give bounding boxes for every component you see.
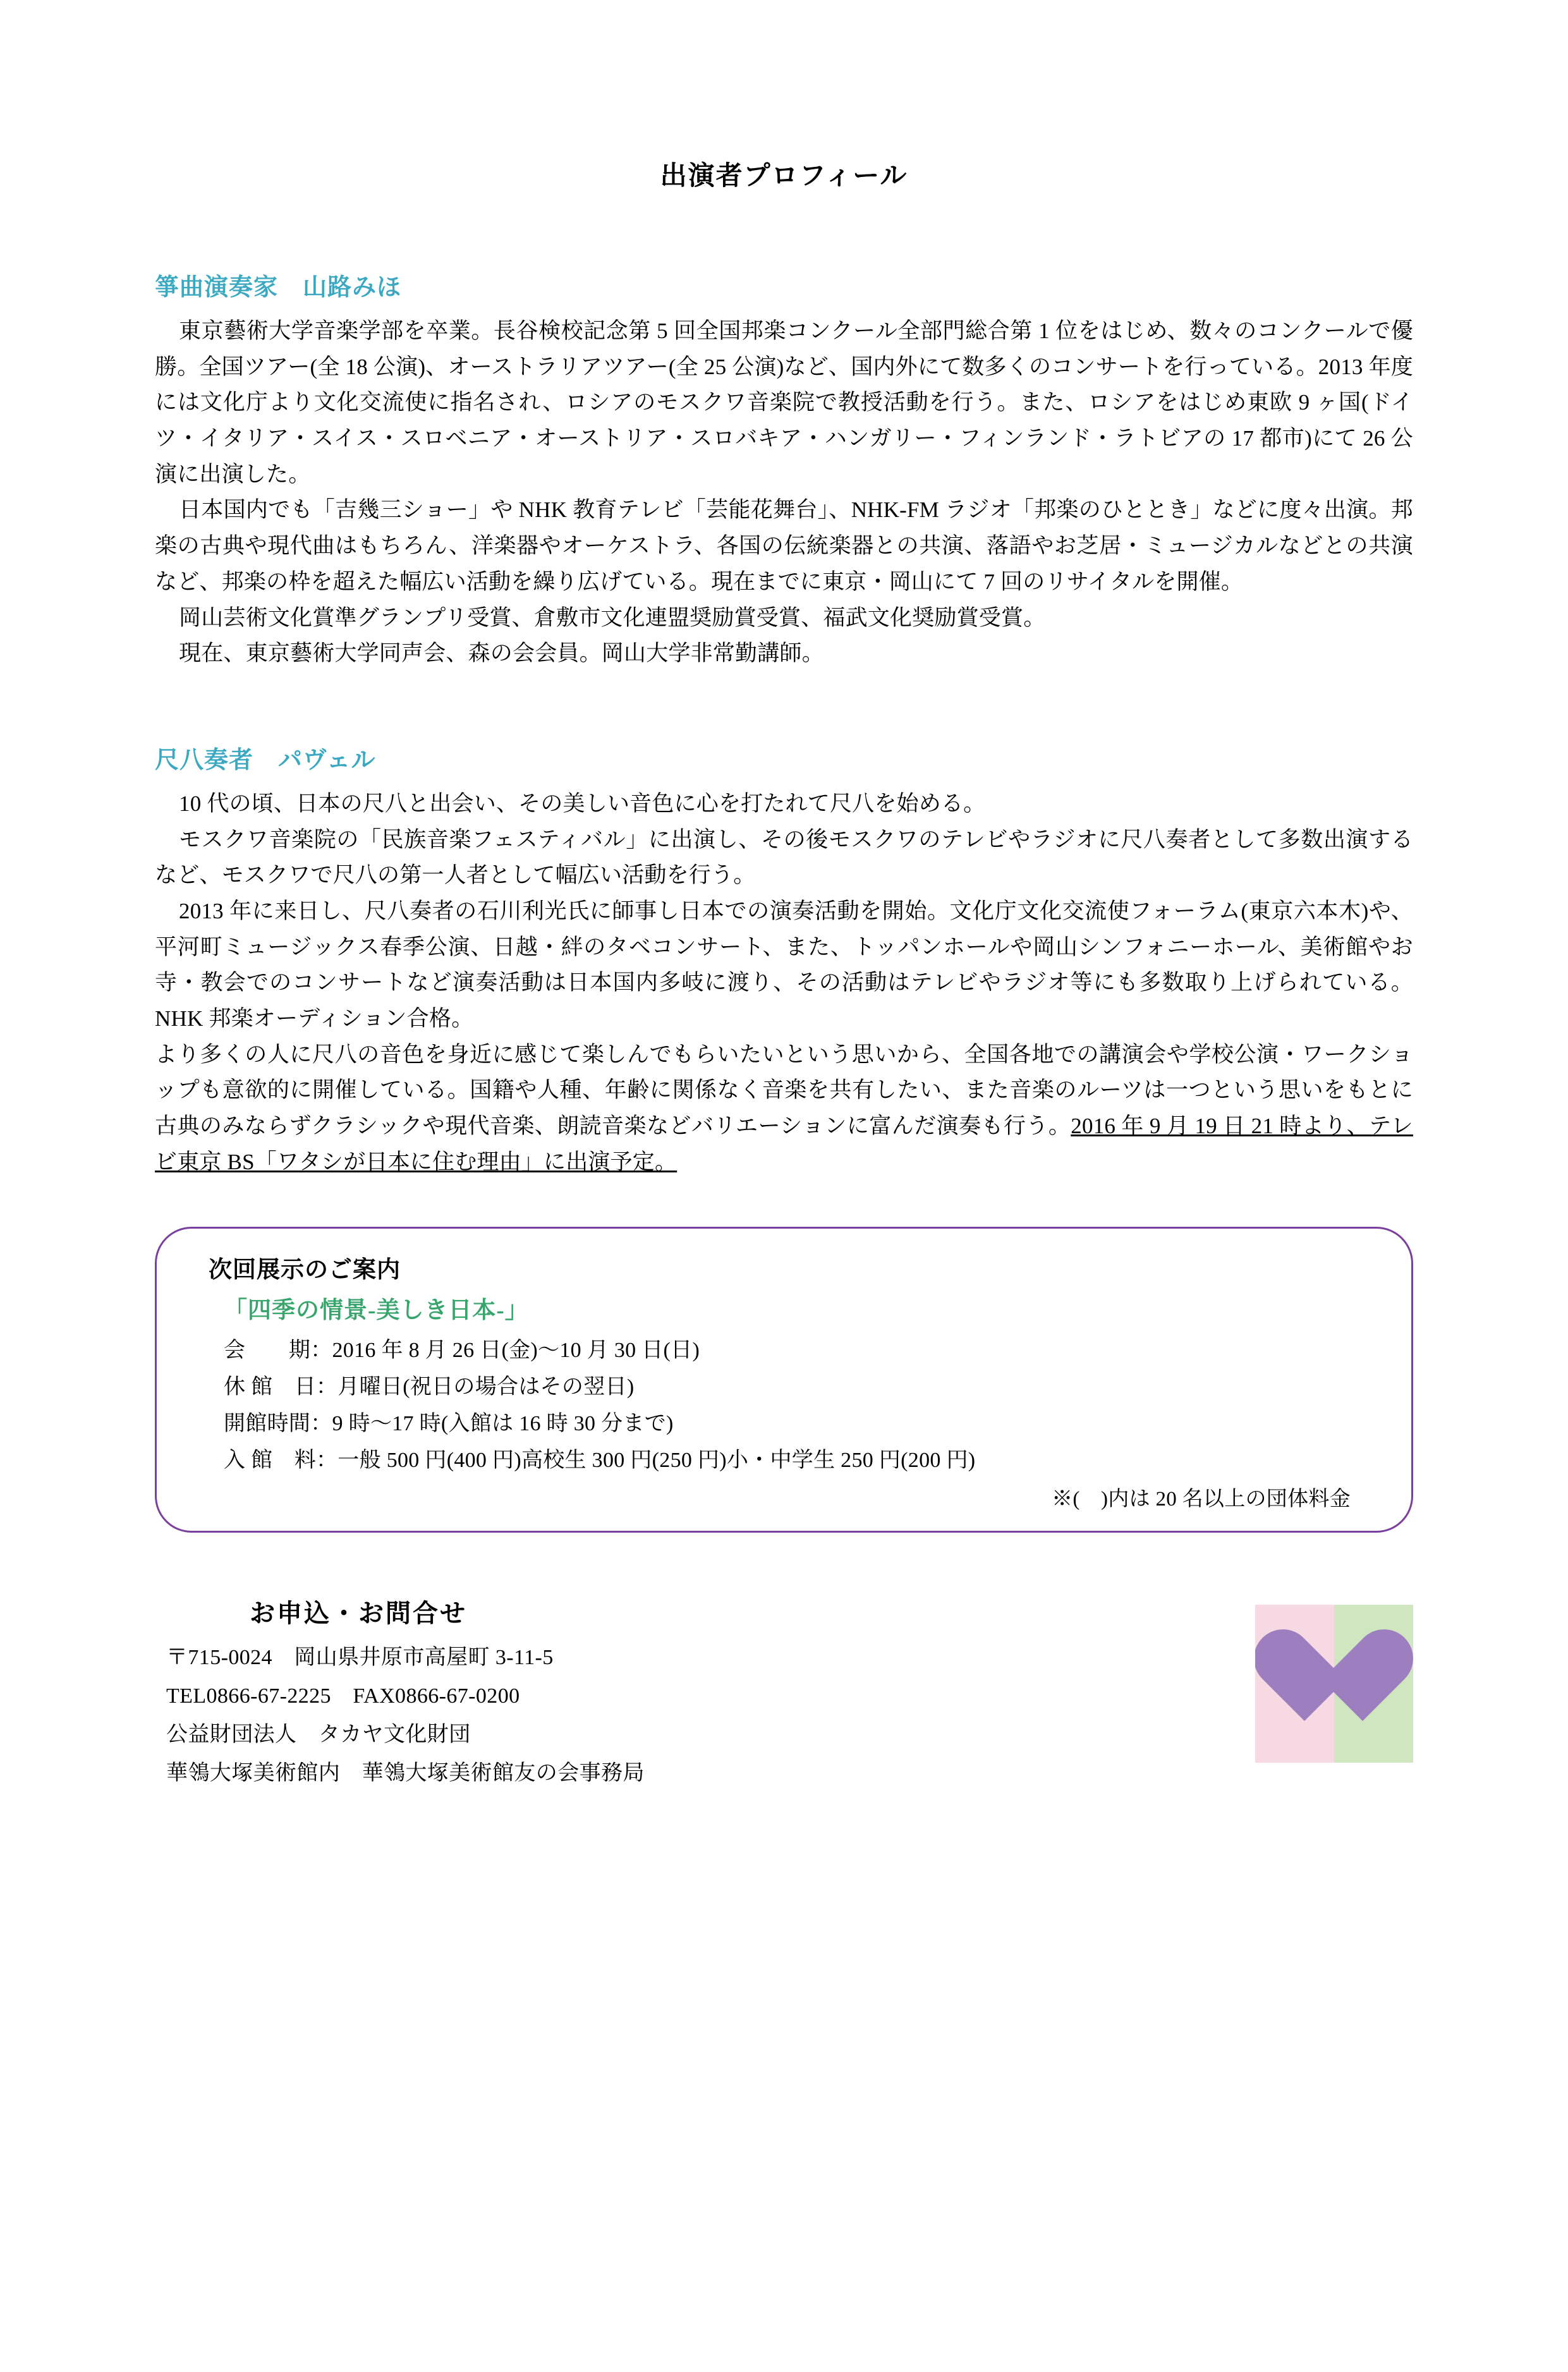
section-heading-performer-1: 箏曲演奏家 山路みほ [155,274,402,301]
document-page [0,155,1568,2372]
profile-2-paragraph-3: 2013 年に来日し、尺八奏者の石川利光氏に師事し日本での演奏活動を開始。文化庁文化交流使フォーラム(東京六本木)や、平河町ミュージックス春季公演、日越・絆のタベコンサート、また、トッパンホールや岡山シンフォニーホール、美術館やお寺・教会でのコンサートなど演奏活動は日本国内多岐に渡り、その活動はテレビやラジオ等にも多数取り上げられている。NHK 邦楽オーディション合格。 [155,898,1413,1031]
heart-logo [1255,1605,1413,1763]
profile-1-paragraph-2: 日本国内でも「吉幾三ショー」や NHK 教育テレビ「芸能花舞台」、NHK-FM ラジオ「邦楽のひととき」などに度々出演。邦楽の古典や現代曲はもちろん、洋楽器やオーケストラ、各国の伝統楽器との共演、落語やお芝居・ミュージカルなどとの共演など、邦楽の枠を超えた幅広い活動を繰り広げている。現在までに東京・岡山にて 7 回のリサイタルを開催。 [155,497,1413,594]
contact-office: 華鴒大塚美術館内 華鴒大塚美術館友の会事務局 [166,1761,645,1785]
contact-organization: 公益財団法人 タカヤ文化財団 [166,1723,471,1747]
section-heading-performer-2: 尺八奏者 パヴェル [155,746,376,774]
info-row-period: 会 期：2016 年 8 月 26 日(金)～10 月 30 日(日) [224,1339,700,1363]
info-box-subtitle: 「四季の情景-美しき日本-」 [224,1298,529,1324]
info-box-title: 次回展示のご案内 [209,1257,401,1284]
page-title: 出演者プロフィール [660,162,908,191]
next-exhibition-box [155,1227,1413,1533]
profile-1-paragraph-1: 東京藝術大学音楽学部を卒業。長谷検校記念第 5 回全国邦楽コンクール全部門総合第 1 位をはじめ、数々のコンクールで優勝。全国ツアー(全 18 公演)、オーストラリアツアー(全 25 公演)など、国内外にて数多くのコンサートを行っている。2013 年度には文化庁より文化交流使に指名され、ロシアのモスクワ音楽院で教授活動を行う。また、ロシアをはじめ東欧 9 ヶ国(ドイツ・イタリア・スイス・スロベニア・オーストリア・スロバキア・ハンガリー・フィンランド・ラトビアの 17 都市)にて 26 公演に出演した。 [155,319,1413,487]
profile-2-paragraph-4 [155,1037,1413,1181]
profile-2-underlined-note: 2016 年 9 月 19 日 21 時より、テレビ東京 BS「ワタシが日本に住む理由」に出演予定。 [155,1114,1413,1174]
profile-2-paragraph-2: モスクワ音楽院の「民族音楽フェスティバル」に出演し、その後モスクワのテレビやラジオに尺八奏者として多数出演するなど、モスクワで尺八の第一人者として幅広い活動を行う。 [155,827,1413,888]
contact-address: 〒715-0024 岡山県井原市高屋町 3-11-5 [166,1646,554,1670]
info-box-note: ※( )内は 20 名以上の団体料金 [1052,1488,1351,1511]
info-row-hours: 開館時間：9 時～17 時(入館は 16 時 30 分まで) [224,1412,674,1436]
info-row-closed-days: 休 館 日：月曜日(祝日の場合はその翌日) [224,1375,635,1399]
profile-2-paragraph-1: 10 代の頃、日本の尺八と出会い、その美しい音色に心を打たれて尺八を始める。 [179,791,986,816]
contact-phone-fax: TEL0866-67-2225 FAX0866-67-0200 [166,1684,520,1708]
profile-1-paragraph-3: 岡山芸術文化賞準グランプリ受賞、倉敷市文化連盟奨励賞受賞、福武文化奨励賞受賞。 [179,605,1046,630]
profile-1-paragraph-4: 現在、東京藝術大学同声会、森の会会員。岡山大学非常勤講師。 [179,641,824,666]
heart-icon [1279,1633,1387,1740]
contact-title: お申込・お問合せ [250,1599,467,1628]
info-row-admission: 入 館 料：一般 500 円(400 円)高校生 300 円(250 円)小・中学生 250 円(200 円) [224,1449,976,1473]
contact-block [155,1593,1413,1786]
profile-2-paragraph-4-text: より多くの人に尺八の音色を身近に感じて楽しんでもらいたいという思いから、全国各地での講演会や学校公演・ワークショップも意欲的に開催している。国籍や人種、年齢に関係なく音楽を共有したい、また音楽のルーツは一つという思いをもとに古典のみならずクラシックや現代音楽、朗読音楽などバリエーションに富んだ演奏も行う。 [155,1042,1413,1139]
